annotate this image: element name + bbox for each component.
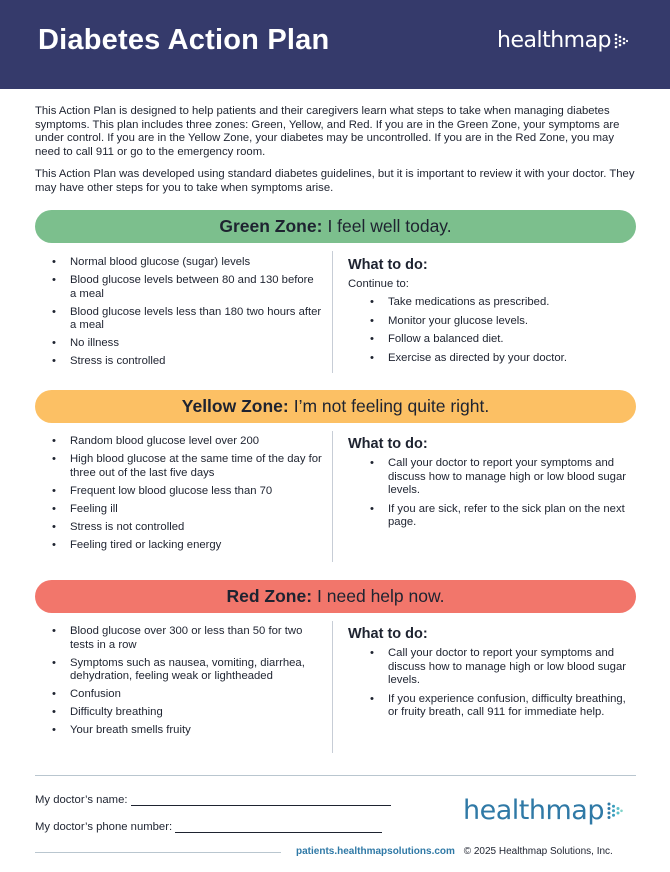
- red-zone-banner: [35, 580, 636, 613]
- doctor-phone-field[interactable]: [35, 821, 382, 833]
- footer-copyright: © 2025 Healthmap Solutions, Inc.: [463, 846, 613, 857]
- header-logo: [497, 28, 628, 53]
- doctor-phone-label: My doctor’s phone number:: [35, 821, 173, 833]
- list-item: • Follow a balanced diet.: [370, 333, 635, 347]
- green-zone-divider: [332, 251, 333, 373]
- intro-paragraph-1: This Action Plan is designed to help patients and their caregivers learn what steps to take when managing diabetes symptoms. This plan includes three zones: Green, Yellow, and Red. If you are in the Green Zone, your symptoms are under control. If you are in the Yellow Zone, your diabetes may be uncontrolled. If you are in the Red Zone, you may need to call 911 or go to the emergency room.: [35, 105, 620, 158]
- list-item: • Stress is controlled: [52, 355, 322, 369]
- intro-paragraph-2: This Action Plan was developed using standard diabetes guidelines, but it is important to review it with your doctor. They may have other steps for you to take when symptoms arise.: [35, 168, 635, 194]
- yellow-zone-todo-heading: What to do:: [348, 436, 428, 452]
- doctor-name-field[interactable]: [35, 794, 391, 806]
- red-zone-divider: [332, 621, 333, 753]
- list-item: • Your breath smells fruity: [52, 724, 322, 738]
- list-item: • Blood glucose levels less than 180 two hours after a meal: [52, 306, 322, 333]
- yellow-zone-subtitle: I’m not feeling quite right.: [293, 396, 490, 416]
- list-item: • Normal blood glucose (sugar) levels: [52, 256, 322, 270]
- list-item: • Stress is not controlled: [52, 521, 322, 535]
- list-item: • Symptoms such as nausea, vomiting, diarrhea, dehydration, feeling weak or lightheaded: [52, 657, 322, 684]
- list-item: • No illness: [52, 337, 322, 351]
- red-zone-actions: [370, 647, 635, 725]
- green-zone-actions: [370, 296, 635, 370]
- green-zone-subtitle: I feel well today.: [327, 216, 452, 236]
- footer-text: [296, 846, 613, 857]
- list-item: • Monitor your glucose levels.: [370, 315, 635, 329]
- footer-logo: [463, 795, 623, 826]
- red-zone-subtitle: I need help now.: [317, 586, 445, 606]
- green-zone-banner: [35, 210, 636, 243]
- red-zone-todo-heading: What to do:: [348, 626, 428, 642]
- doctor-name-line[interactable]: [131, 795, 391, 806]
- list-item: • High blood glucose at the same time of the day for three out of the last five days: [52, 453, 322, 480]
- list-item: • Confusion: [52, 688, 322, 702]
- list-item: • Feeling tired or lacking energy: [52, 539, 322, 553]
- list-item: • Difficulty breathing: [52, 706, 322, 720]
- red-zone-title: Red Zone:: [226, 586, 313, 606]
- footer-divider: [35, 852, 281, 853]
- list-item: • Blood glucose levels between 80 and 130 before a meal: [52, 274, 322, 301]
- green-zone-title: Green Zone:: [219, 216, 323, 236]
- footer-url-link[interactable]: patients.healthmapsolutions.com: [296, 846, 455, 857]
- list-item: • Call your doctor to report your symptoms and discuss how to manage high or low blood sugar levels.: [370, 647, 635, 688]
- list-item: • Feeling ill: [52, 503, 322, 517]
- list-item: • Random blood glucose level over 200: [52, 435, 322, 449]
- green-zone-todo-intro: Continue to:: [348, 278, 409, 290]
- yellow-zone-title: Yellow Zone:: [181, 396, 289, 416]
- list-item: • Take medications as prescribed.: [370, 296, 635, 310]
- yellow-zone-divider: [332, 431, 333, 562]
- yellow-zone-actions: [370, 457, 635, 535]
- red-zone-symptoms: [52, 625, 322, 742]
- list-item: • Blood glucose over 300 or less than 50 for two tests in a row: [52, 625, 322, 652]
- section-divider: [35, 775, 636, 776]
- doctor-phone-line[interactable]: [175, 822, 382, 833]
- logo-arrow-icon: [614, 33, 628, 49]
- list-item: • Frequent low blood glucose less than 70: [52, 485, 322, 499]
- footer-logo-arrow-icon: [607, 802, 623, 820]
- list-item: • If you experience confusion, difficulty breathing, or fruity breath, call 911 for immediate help.: [370, 693, 635, 720]
- list-item: • If you are sick, refer to the sick plan on the next page.: [370, 503, 635, 530]
- yellow-zone-symptoms: [52, 435, 322, 557]
- yellow-zone-banner: [35, 390, 636, 423]
- list-item: • Call your doctor to report your symptoms and discuss how to manage high or low blood sugar levels.: [370, 457, 635, 498]
- green-zone-todo-heading: What to do:: [348, 257, 428, 273]
- doctor-name-label: My doctor’s name:: [35, 794, 128, 806]
- header-banner: [0, 0, 670, 89]
- green-zone-symptoms: [52, 256, 322, 373]
- footer-logo-wordmark: healthmap: [463, 795, 604, 826]
- logo-wordmark: healthmap: [497, 28, 612, 53]
- list-item: • Exercise as directed by your doctor.: [370, 352, 635, 366]
- page-title: Diabetes Action Plan: [38, 24, 330, 56]
